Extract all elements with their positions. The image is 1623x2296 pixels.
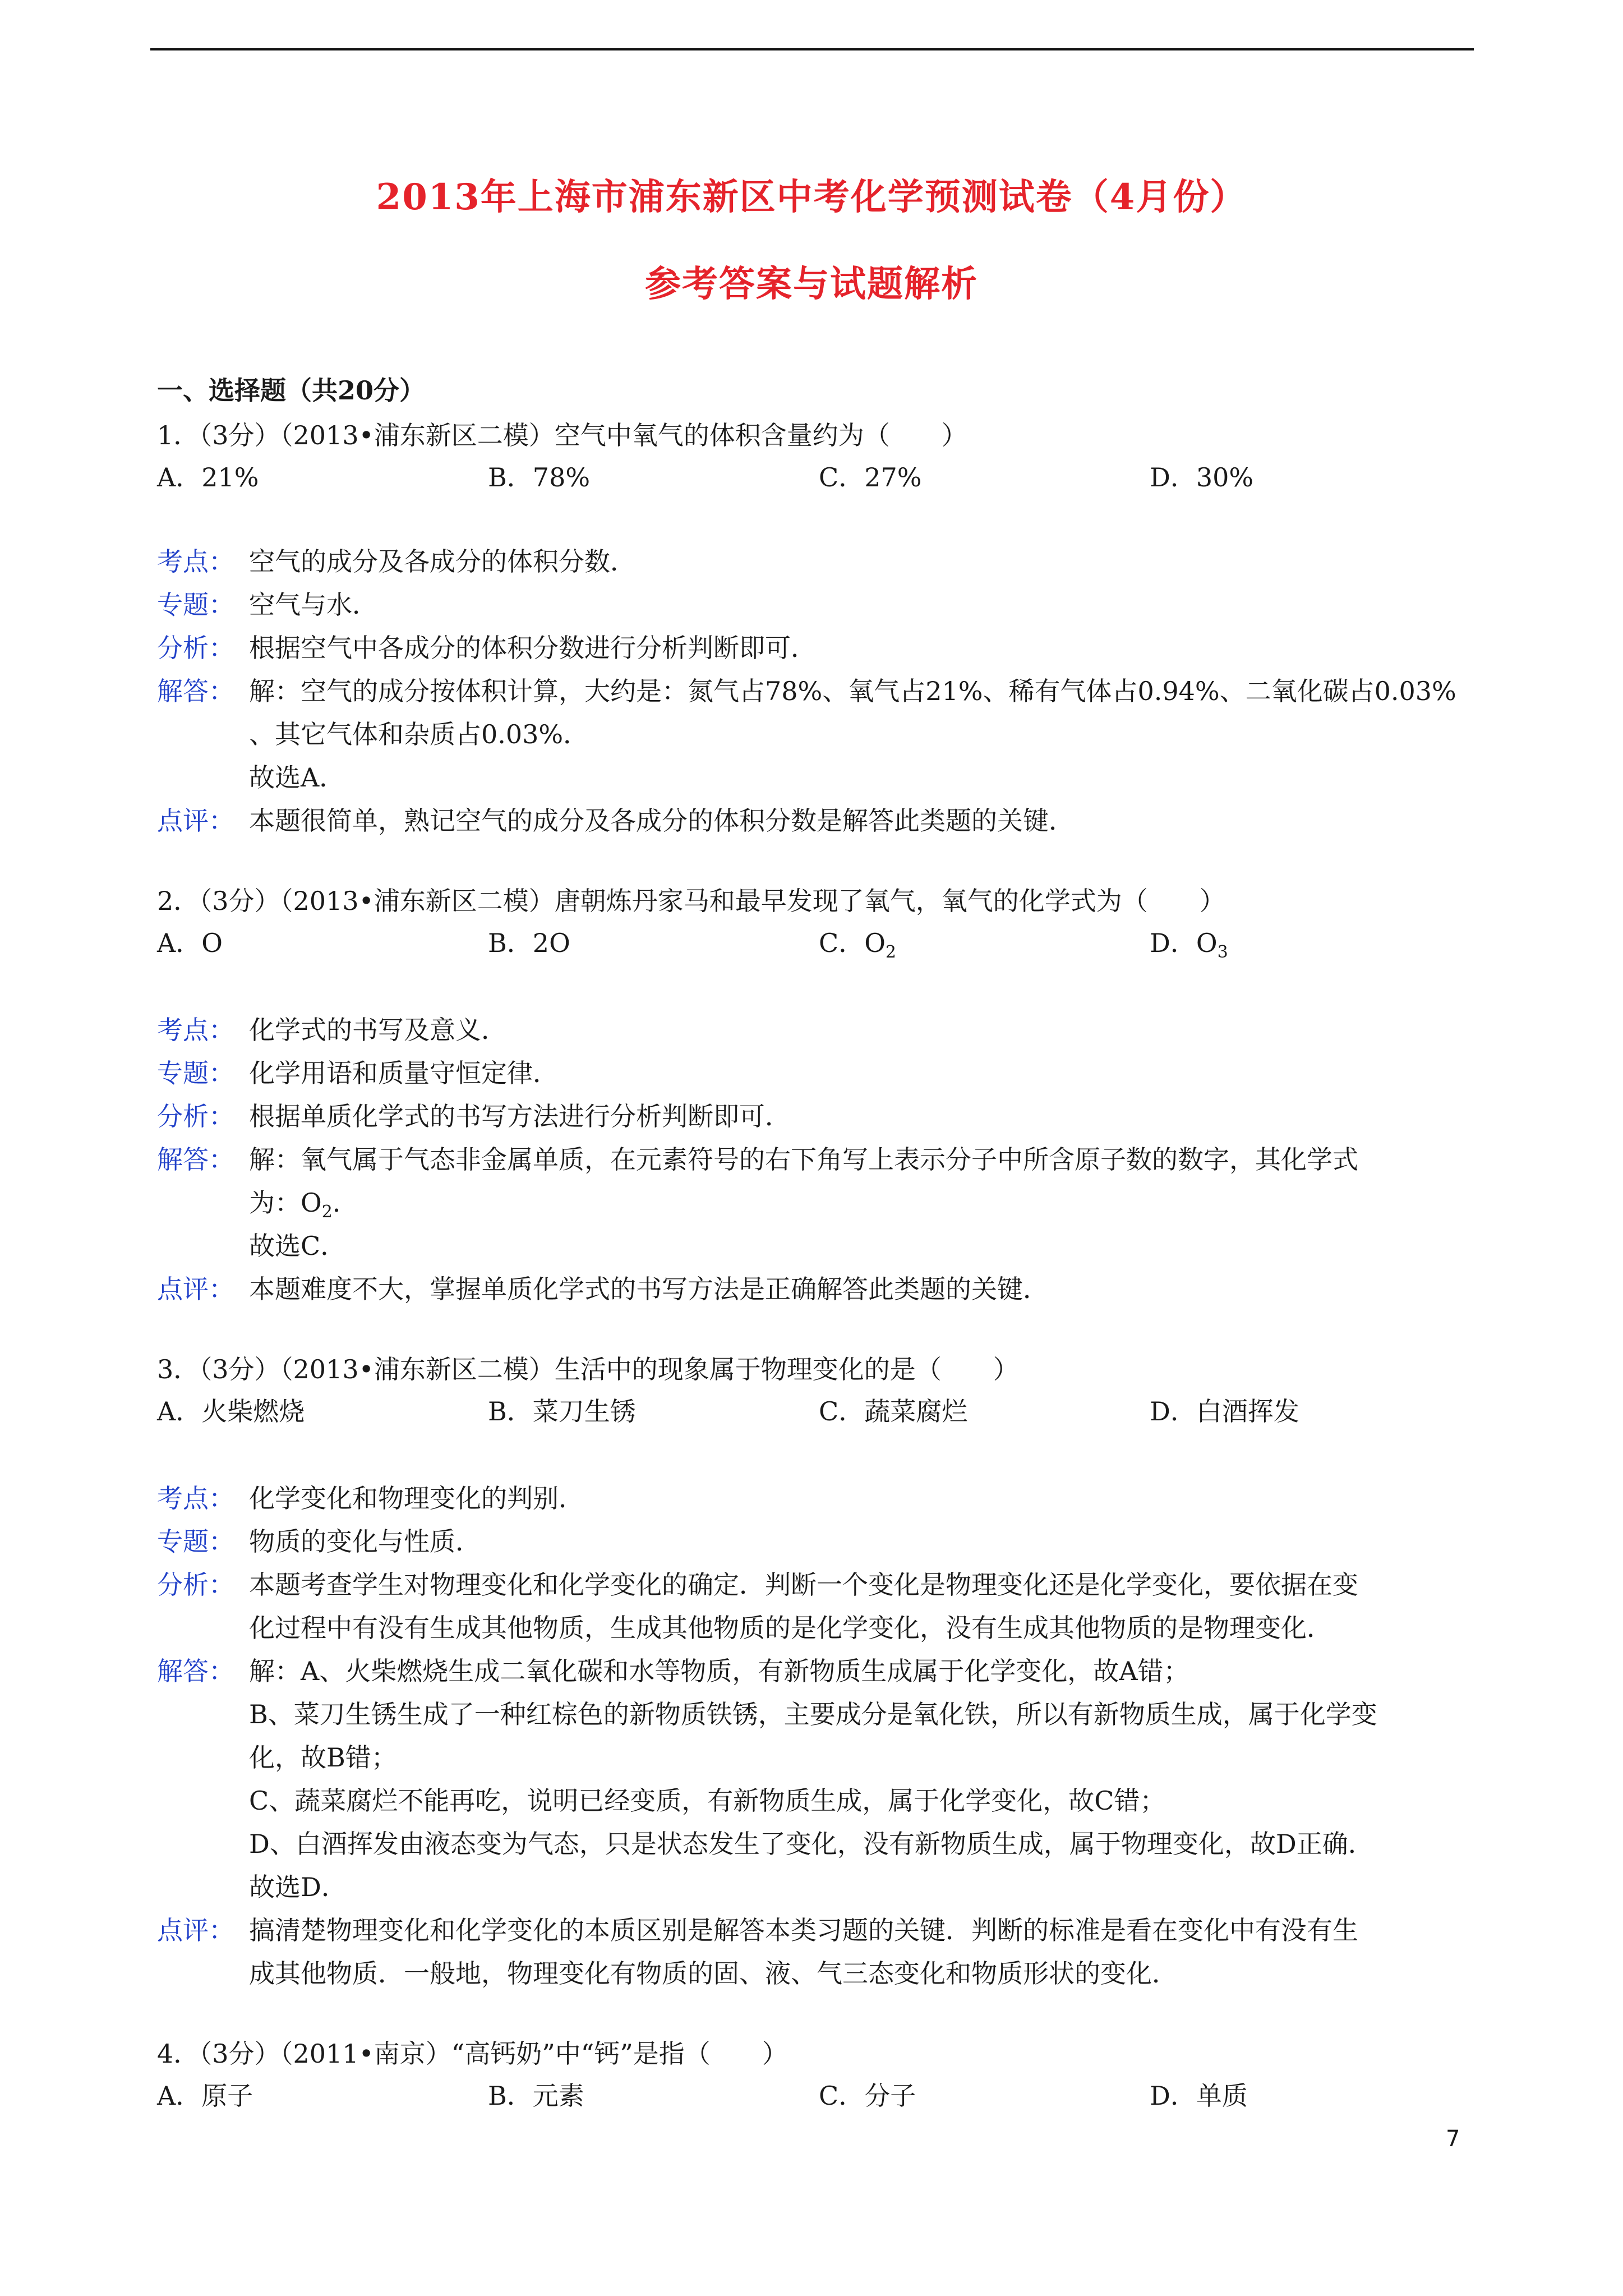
q3-jieda-label: 解答： bbox=[157, 1656, 234, 1686]
q3-kaodian-label: 考点： bbox=[157, 1483, 234, 1513]
q1-fenxi-label: 分析： bbox=[157, 633, 234, 663]
q2-option-c bbox=[819, 923, 896, 962]
q2-option-a: A．O bbox=[157, 928, 223, 958]
q2-zhuanti: 化学用语和质量守恒定律． bbox=[249, 1058, 559, 1088]
q2-dianping-label: 点评： bbox=[157, 1274, 234, 1304]
q2-zhuanti-label: 专题： bbox=[157, 1058, 234, 1088]
q2-jieda-line2-text: 为：O bbox=[249, 1188, 322, 1218]
q2-kaodian: 化学式的书写及意义． bbox=[249, 1015, 507, 1045]
q2-jieda-line1: 解：氧气属于气态非金属单质，在元素符号的右下角写上表示分子中所含原子数的数字，其化学式 bbox=[249, 1144, 1358, 1175]
q3-jieda-line5: D、白酒挥发由液态变为气态，只是状态发生了变化，没有新物质生成，属于物理变化，故D正确． bbox=[249, 1829, 1374, 1859]
header-rule bbox=[150, 48, 1474, 50]
q3-jieda-line3: 化，故B错； bbox=[249, 1742, 397, 1773]
q1-kaodian: 空气的成分及各成分的体积分数． bbox=[249, 546, 636, 577]
q3-jieda-line1: 解：A、火柴燃烧生成二氧化碳和水等物质，有新物质生成属于化学变化，故A错； bbox=[249, 1656, 1189, 1686]
q3-stem: 3．（3分）（2013•浦东新区二模）生活中的现象属于物理变化的是（ ） bbox=[157, 1354, 1019, 1384]
q3-kaodian: 化学变化和物理变化的判别． bbox=[249, 1483, 584, 1513]
q2-jieda-line2-subscript: 2 bbox=[321, 1202, 333, 1222]
q3-option-a: A．火柴燃烧 bbox=[157, 1396, 305, 1427]
q1-option-a: A．21% bbox=[157, 462, 259, 493]
q3-dianping-line1: 搞清楚物理变化和化学变化的本质区别是解答本类习题的关键．判断的标准是看在变化中有没有生 bbox=[249, 1915, 1358, 1945]
q3-zhuanti: 物质的变化与性质． bbox=[249, 1526, 481, 1557]
q1-zhuanti-label: 专题： bbox=[157, 590, 234, 620]
q2-option-d bbox=[1150, 923, 1228, 962]
q2-fenxi-label: 分析： bbox=[157, 1101, 234, 1131]
q2-stem: 2．（3分）（2013•浦东新区二模）唐朝炼丹家马和最早发现了氧气，氧气的化学式为（ ） bbox=[157, 886, 1225, 916]
q3-zhuanti-label: 专题： bbox=[157, 1526, 234, 1557]
q1-option-c: C．27% bbox=[819, 462, 922, 493]
q3-fenxi-line1: 本题考查学生对物理变化和化学变化的确定．判断一个变化是物理变化还是化学变化，要依据在变 bbox=[249, 1570, 1358, 1600]
q2-dianping: 本题难度不大，掌握单质化学式的书写方法是正确解答此类题的关键． bbox=[249, 1274, 1049, 1304]
q1-kaodian-label: 考点： bbox=[157, 546, 234, 577]
q3-jieda-line2: B、菜刀生锈生成了一种红棕色的新物质铁锈，主要成分是氧化铁，所以有新物质生成，属于化学变 bbox=[249, 1699, 1377, 1729]
q3-jieda-line6: 故选D． bbox=[249, 1872, 347, 1902]
q2-option-c-subscript: 2 bbox=[885, 942, 897, 963]
q3-option-d: D．白酒挥发 bbox=[1150, 1396, 1299, 1427]
q2-jieda-label: 解答： bbox=[157, 1144, 234, 1175]
q1-jieda-line3: 故选A． bbox=[249, 762, 345, 793]
q2-fenxi: 根据单质化学式的书写方法进行分析判断即可． bbox=[249, 1101, 791, 1131]
page-number: 7 bbox=[1446, 2126, 1460, 2152]
q2-jieda-line3: 故选C． bbox=[249, 1231, 347, 1261]
q1-jieda-label: 解答： bbox=[157, 676, 234, 706]
q3-option-c: C．蔬菜腐烂 bbox=[819, 1396, 968, 1427]
q3-fenxi-label: 分析： bbox=[157, 1570, 234, 1600]
q4-stem: 4．（3分）（2011•南京）“高钙奶”中“钙”是指（ ） bbox=[157, 2039, 788, 2069]
q2-jieda-line2 bbox=[249, 1182, 358, 1222]
q4-option-c: C．分子 bbox=[819, 2081, 916, 2111]
q1-stem: 1．（3分）（2013•浦东新区二模）空气中氧气的体积含量约为（ ） bbox=[157, 420, 967, 450]
q1-zhuanti: 空气与水． bbox=[249, 590, 378, 620]
q3-fenxi-line2: 化过程中有没有生成其他物质，生成其他物质的是化学变化，没有生成其他物质的是物理变化． bbox=[249, 1613, 1332, 1643]
q2-option-c-text: C．O bbox=[819, 928, 886, 958]
q3-option-b: B．菜刀生锈 bbox=[488, 1396, 636, 1427]
q1-option-d: D．30% bbox=[1150, 462, 1254, 493]
q2-option-b: B．2O bbox=[488, 928, 570, 958]
q3-dianping-label: 点评： bbox=[157, 1915, 234, 1945]
document-subtitle: 参考答案与试题解析 bbox=[645, 263, 978, 305]
q1-fenxi: 根据空气中各成分的体积分数进行分析判断即可． bbox=[249, 633, 817, 663]
section-heading: 一、选择题（共20分） bbox=[157, 375, 426, 406]
q2-jieda-line2-end: ． bbox=[332, 1188, 358, 1218]
q4-option-b: B．元素 bbox=[488, 2081, 584, 2111]
q2-option-d-text: D．O bbox=[1150, 928, 1218, 958]
q2-kaodian-label: 考点： bbox=[157, 1015, 234, 1045]
q1-jieda-line1: 解：空气的成分按体积计算，大约是：氮气占78%、氧气占21%、稀有气体占0.94%、二氧化碳占0.03% bbox=[249, 676, 1456, 706]
q1-dianping: 本题很简单，熟记空气的成分及各成分的体积分数是解答此类题的关键． bbox=[249, 806, 1075, 836]
q3-dianping-line2: 成其他物质．一般地，物理变化有物质的固、液、气三态变化和物质形状的变化． bbox=[249, 1958, 1178, 1989]
q4-option-d: D．单质 bbox=[1150, 2081, 1248, 2111]
q1-dianping-label: 点评： bbox=[157, 806, 234, 836]
q1-jieda-line2: 、其它气体和杂质占0.03%． bbox=[249, 719, 589, 749]
q3-jieda-line4: C、蔬菜腐烂不能再吃，说明已经变质，有新物质生成，属于化学变化，故C错； bbox=[249, 1786, 1166, 1816]
q4-option-a: A．原子 bbox=[157, 2081, 253, 2111]
q1-option-b: B．78% bbox=[488, 462, 591, 493]
q2-option-d-subscript: 3 bbox=[1217, 942, 1228, 963]
document-title: 2013年上海市浦东新区中考化学预测试卷（4月份） bbox=[376, 176, 1247, 218]
